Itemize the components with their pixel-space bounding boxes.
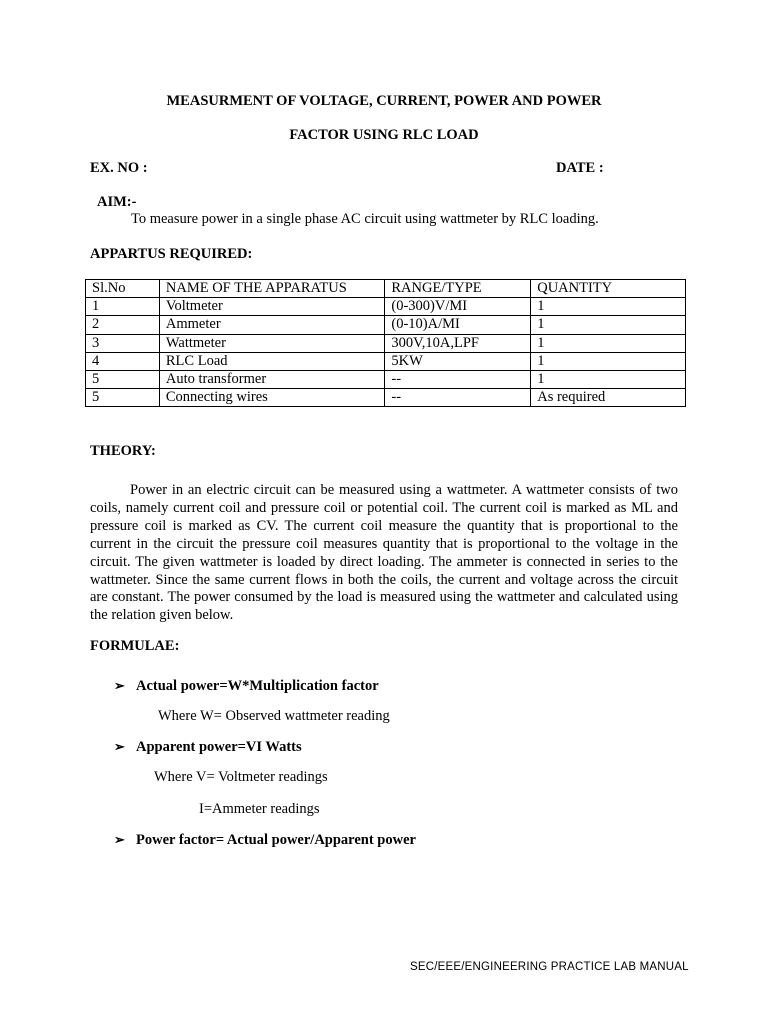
table-cell: 1 [531, 352, 686, 370]
table-cell: As required [531, 389, 686, 407]
formula-text: Actual power=W*Multiplication factor [136, 678, 379, 694]
table-cell: 5 [86, 370, 160, 388]
formula-actual-power [114, 678, 379, 695]
table-cell: 1 [531, 370, 686, 388]
formula-note: Where W= Observed wattmeter reading [158, 708, 390, 724]
table-cell: 1 [531, 298, 686, 316]
formula-note: I=Ammeter readings [199, 801, 320, 817]
formula-apparent-power [114, 739, 302, 756]
table-cell: 300V,10A,LPF [385, 334, 531, 352]
table-row [86, 370, 686, 388]
table-cell: Ammeter [159, 316, 385, 334]
date-label: DATE : [556, 160, 604, 176]
table-cell: 4 [86, 352, 160, 370]
formula-text: Apparent power=VI Watts [136, 739, 302, 755]
table-cell: 3 [86, 334, 160, 352]
table-row [86, 389, 686, 407]
theory-label: THEORY: [90, 443, 156, 459]
apparatus-label: APPARTUS REQUIRED: [90, 246, 253, 262]
table-header-cell: NAME OF THE APPARATUS [159, 280, 385, 298]
document-title-line2: FACTOR USING RLC LOAD [289, 127, 479, 143]
arrow-bullet-icon: ➢ [114, 832, 125, 847]
arrow-bullet-icon: ➢ [114, 678, 125, 693]
apparatus-table [85, 279, 686, 407]
table-row [86, 298, 686, 316]
table-cell: 5 [86, 389, 160, 407]
table-cell: 2 [86, 316, 160, 334]
table-cell: (0-10)A/MI [385, 316, 531, 334]
table-cell: Voltmeter [159, 298, 385, 316]
document-title-line1: MEASURMENT OF VOLTAGE, CURRENT, POWER AND POWER [166, 93, 602, 109]
table-cell: Connecting wires [159, 389, 385, 407]
table-cell: 1 [531, 334, 686, 352]
table-header-cell: QUANTITY [531, 280, 686, 298]
table-header-row [86, 280, 686, 298]
table-cell: 1 [86, 298, 160, 316]
table-row [86, 334, 686, 352]
aim-text: To measure power in a single phase AC circuit using wattmeter by RLC loading. [131, 211, 599, 227]
table-header-cell: RANGE/TYPE [385, 280, 531, 298]
table-row [86, 316, 686, 334]
table-cell: -- [385, 370, 531, 388]
formula-power-factor [114, 832, 416, 849]
table-cell: -- [385, 389, 531, 407]
formula-note: Where V= Voltmeter readings [154, 769, 328, 785]
table-cell: Wattmeter [159, 334, 385, 352]
page-footer: SEC/EEE/ENGINEERING PRACTICE LAB MANUAL [410, 961, 689, 973]
table-row [86, 352, 686, 370]
formulae-label: FORMULAE: [90, 638, 180, 654]
arrow-bullet-icon: ➢ [114, 739, 125, 754]
theory-paragraph: Power in an electric circuit can be measured using a wattmeter. A wattmeter consists of two coils, namely current coil and pressure coil or potential coil. The current coil is marked as ML and pressure coil is marked as CV. The current coil measure the quantity that is proportional to the current in the circuit the pressure coil measures quantity that is proportional to the voltage in the circuit. The given wattmeter is loaded by direct loading. The ammeter is connected in series to the wattmeter. Since the same current flows in both the coils, the current and voltage across the circuit are constant. The power consumed by the load is measured using the wattmeter and calculated using the relation given below. [90, 482, 678, 624]
formula-text: Power factor= Actual power/Apparent power [136, 832, 416, 848]
table-cell: RLC Load [159, 352, 385, 370]
table-cell: 1 [531, 316, 686, 334]
table-cell: Auto transformer [159, 370, 385, 388]
table-cell: (0-300)V/MI [385, 298, 531, 316]
ex-no-label: EX. NO : [90, 160, 148, 176]
table-cell: 5KW [385, 352, 531, 370]
table-header-cell: Sl.No [86, 280, 160, 298]
aim-label: AIM:- [97, 194, 137, 210]
